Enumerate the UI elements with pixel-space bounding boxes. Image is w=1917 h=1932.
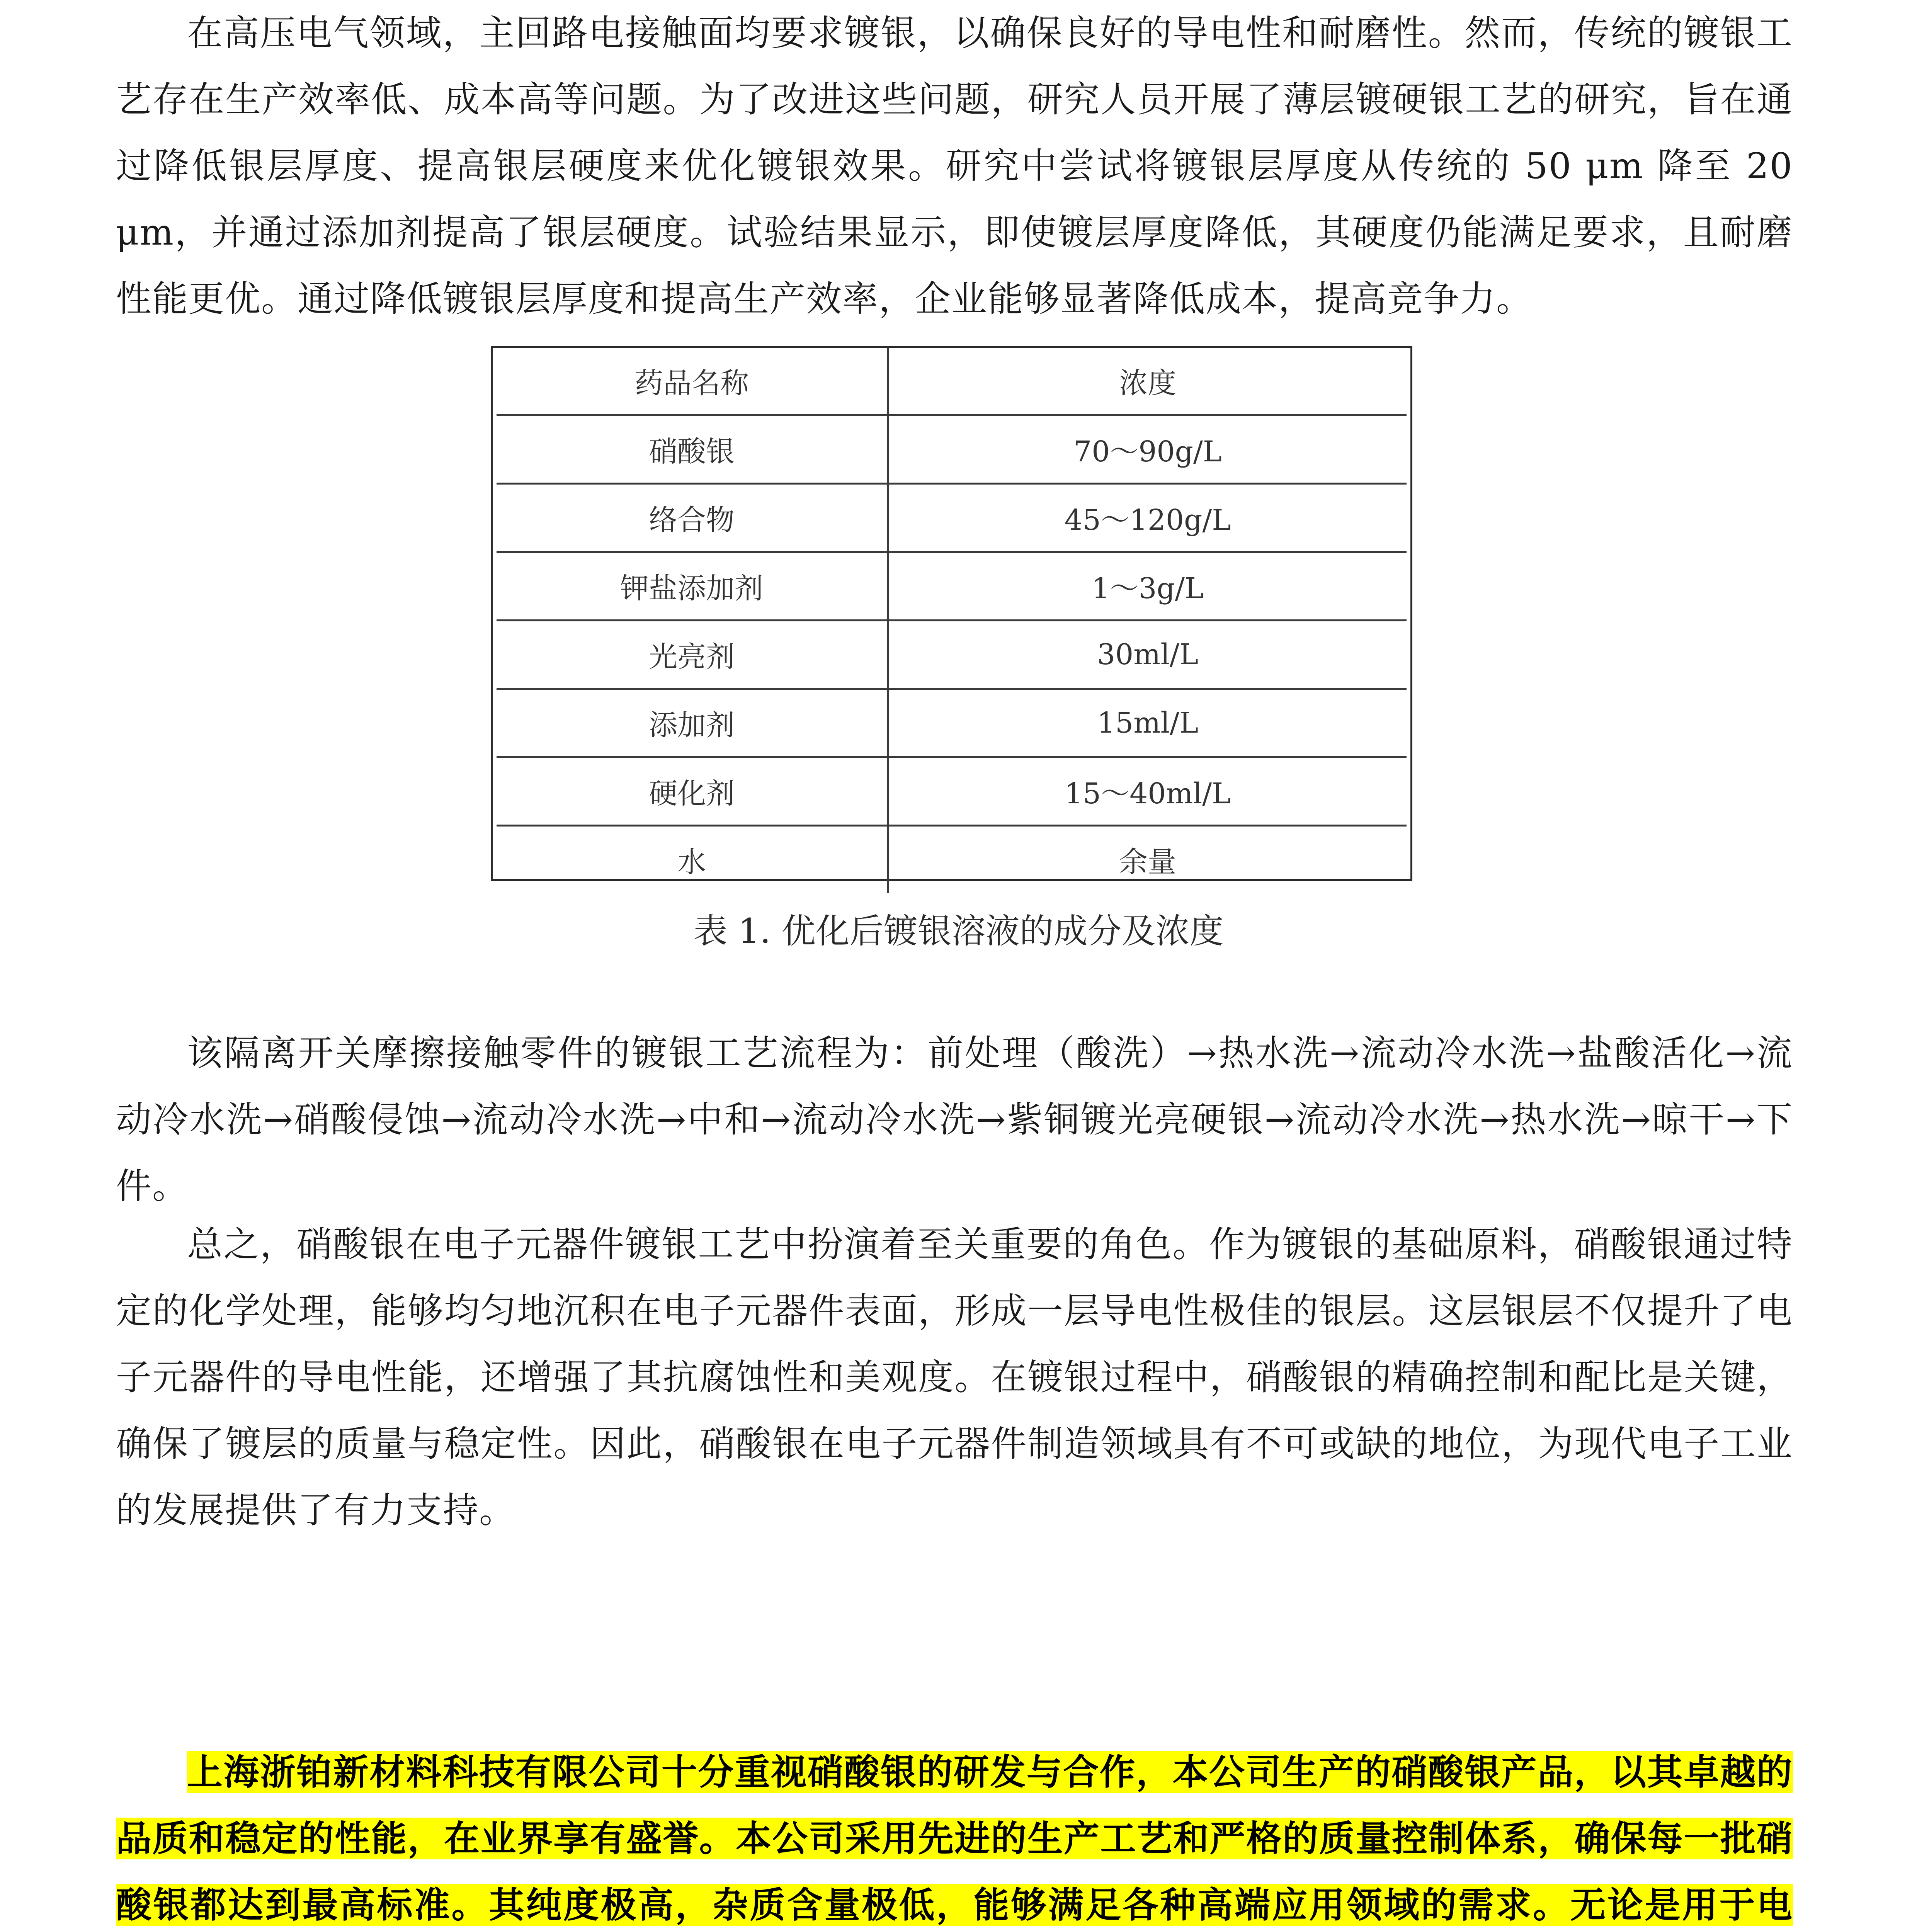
- table-header-concentration: 浓度: [888, 348, 1407, 415]
- table-cell-concentration: 30ml/L: [888, 621, 1407, 689]
- company-paragraph: [116, 1739, 1793, 1932]
- table-cell-name: 络合物: [497, 484, 888, 552]
- table-row: [497, 621, 1407, 689]
- table-cell-name: 硝酸银: [497, 415, 888, 484]
- reagent-table-frame: [491, 346, 1412, 881]
- table-cell-concentration: 15～40ml/L: [888, 757, 1407, 826]
- table-row: [497, 415, 1407, 484]
- intro-paragraph: 在高压电气领域，主回路电接触面均要求镀银，以确保良好的导电性和耐磨性。然而，传统的镀银工艺存在生产效率低、成本高等问题。为了改进这些问题，研究人员开展了薄层镀硬银工艺的研究，旨在通过降低银层厚度、提高银层硬度来优化镀银效果。研究中尝试将镀银层厚度从传统的 50 μm 降至 20 μm，并通过添加剂提高了银层硬度。试验结果显示，即使镀层厚度降低，其硬度仍能满足要求，且耐磨性能更优。通过降低镀银层厚度和提高生产效率，企业能够显著降低成本，提高竞争力。: [116, 12, 1793, 320]
- table-header-name: 药品名称: [497, 348, 888, 415]
- highlighted-text: 上海浙铂新材料科技有限公司十分重视硝酸银的研发与合作，本公司生产的硝酸银产品，以其卓越的品质和稳定的性能，在业界享有盛誉。本公司采用先进的生产工艺和严格的质量控制体系，确保每一批硝酸银都达到最高标准。其纯度极高，杂质含量极低，能够满足各种高端应用领域的需求。无论是用于电: [116, 1751, 1793, 1932]
- reagent-table: [497, 348, 1407, 893]
- table-cell-concentration: 1～3g/L: [888, 552, 1407, 621]
- table-row: [497, 826, 1407, 893]
- table-cell-concentration: 45～120g/L: [888, 484, 1407, 552]
- table-cell-concentration: 70～90g/L: [888, 415, 1407, 484]
- table-cell-name: 水: [497, 826, 888, 893]
- table-cell-name: 添加剂: [497, 689, 888, 757]
- table-cell-name: 硬化剂: [497, 757, 888, 826]
- table-row: [497, 484, 1407, 552]
- process-paragraph: 该隔离开关摩擦接触零件的镀银工艺流程为：前处理（酸洗）→热水洗→流动冷水洗→盐酸活化→流动冷水洗→硝酸侵蚀→流动冷水洗→中和→流动冷水洗→紫铜镀光亮硬银→流动冷水洗→热水洗→晾干→下件。: [116, 1032, 1793, 1207]
- table-row: [497, 552, 1407, 621]
- table-row: [497, 689, 1407, 757]
- table-cell-name: 光亮剂: [497, 621, 888, 689]
- table-caption: 表 1. 优化后镀银溶液的成分及浓度: [693, 911, 1224, 951]
- table-row: [497, 757, 1407, 826]
- table-header-row: [497, 348, 1407, 415]
- table-cell-concentration: 余量: [1119, 845, 1177, 879]
- table-cell-name: 钾盐添加剂: [497, 552, 888, 621]
- table-cell-concentration: 15ml/L: [888, 689, 1407, 757]
- summary-paragraph: 总之，硝酸银在电子元器件镀银工艺中扮演着至关重要的角色。作为镀银的基础原料，硝酸银通过特定的化学处理，能够均匀地沉积在电子元器件表面，形成一层导电性极佳的银层。这层银层不仅提升了电子元器件的导电性能，还增强了其抗腐蚀性和美观度。在镀银过程中，硝酸银的精确控制和配比是关键，确保了镀层的质量与稳定性。因此，硝酸银在电子元器件制造领域具有不可或缺的地位，为现代电子工业的发展提供了有力支持。: [116, 1224, 1793, 1531]
